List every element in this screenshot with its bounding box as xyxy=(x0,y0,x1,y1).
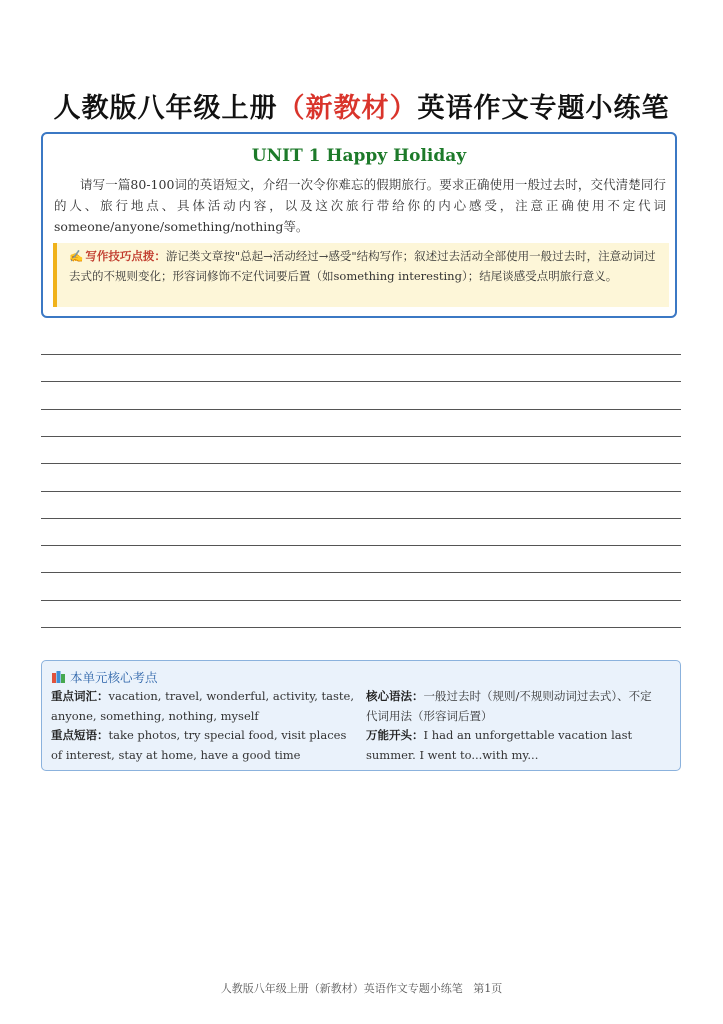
grammar-item xyxy=(366,687,656,726)
writing-line[interactable] xyxy=(41,572,681,573)
writing-tip-box xyxy=(53,243,669,307)
task-box xyxy=(41,132,677,318)
page-title xyxy=(0,86,723,125)
title-accent: （新教材） xyxy=(277,93,418,124)
grammar-label: 核心语法： xyxy=(366,689,424,703)
page-footer xyxy=(0,980,723,996)
phrases-label: 重点短语： xyxy=(51,728,109,742)
key-points-header xyxy=(52,668,158,686)
opening-text: I had an unforgettable vacation last summer. I went to...with my... xyxy=(366,728,633,762)
writing-line[interactable] xyxy=(41,491,681,492)
grammar-text: 一般过去时（规则/不规则动词过去式）、不定代词用法（形容词后置） xyxy=(366,689,652,723)
key-points-left-column xyxy=(51,687,359,765)
writing-line[interactable] xyxy=(41,381,681,382)
vocab-item xyxy=(51,687,359,726)
books-icon xyxy=(52,671,66,683)
title-suffix: 英语作文专题小练笔 xyxy=(417,93,670,124)
task-instruction: 请写一篇80-100词的英语短文，介绍一次令你难忘的假期旅行。要求正确使用一般过去时，交代清楚同行的人、旅行地点、具体活动内容，以及这次旅行带给你的内心感受，注意正确使用不定代词someone/anyone/something/nothing等。 xyxy=(54,177,666,234)
opening-item xyxy=(366,726,656,765)
opening-label: 万能开头： xyxy=(366,728,424,742)
writing-line[interactable] xyxy=(41,518,681,519)
writing-line[interactable] xyxy=(41,409,681,410)
writing-area[interactable] xyxy=(41,340,681,640)
key-points-box xyxy=(41,660,681,771)
vocab-text: vacation, travel, wonderful, activity, taste, anyone, something, nothing, myself xyxy=(51,689,354,723)
writing-line[interactable] xyxy=(41,463,681,464)
phrases-item xyxy=(51,726,359,765)
page-number: 第1页 xyxy=(473,982,503,995)
key-points-title: 本单元核心考点 xyxy=(70,670,158,685)
title-prefix: 人教版八年级上册 xyxy=(53,93,278,124)
writing-line[interactable] xyxy=(41,627,681,628)
tip-text: 游记类文章按"总起→活动经过→感受"结构写作；叙述过去活动全部使用一般过去时，注意动词过去式的不规则变化；形容词修饰不定代词要后置（如something interesting）；结尾谈感受点明旅行意义。 xyxy=(69,249,656,283)
tip-label: 写作技巧点拨： xyxy=(85,249,166,263)
phrases-text: take photos, try special food, visit places of interest, stay at home, have a good time xyxy=(51,728,347,762)
writing-line[interactable] xyxy=(41,600,681,601)
writing-line[interactable] xyxy=(41,545,681,546)
writing-line[interactable] xyxy=(41,436,681,437)
writing-line[interactable] xyxy=(41,354,681,355)
vocab-label: 重点词汇： xyxy=(51,689,109,703)
footer-text: 人教版八年级上册（新教材）英语作文专题小练笔 xyxy=(220,982,463,995)
key-points-right-column xyxy=(366,687,656,765)
unit-title: UNIT 1 Happy Holiday xyxy=(251,146,467,166)
writing-hand-icon: ✍ xyxy=(69,249,84,263)
